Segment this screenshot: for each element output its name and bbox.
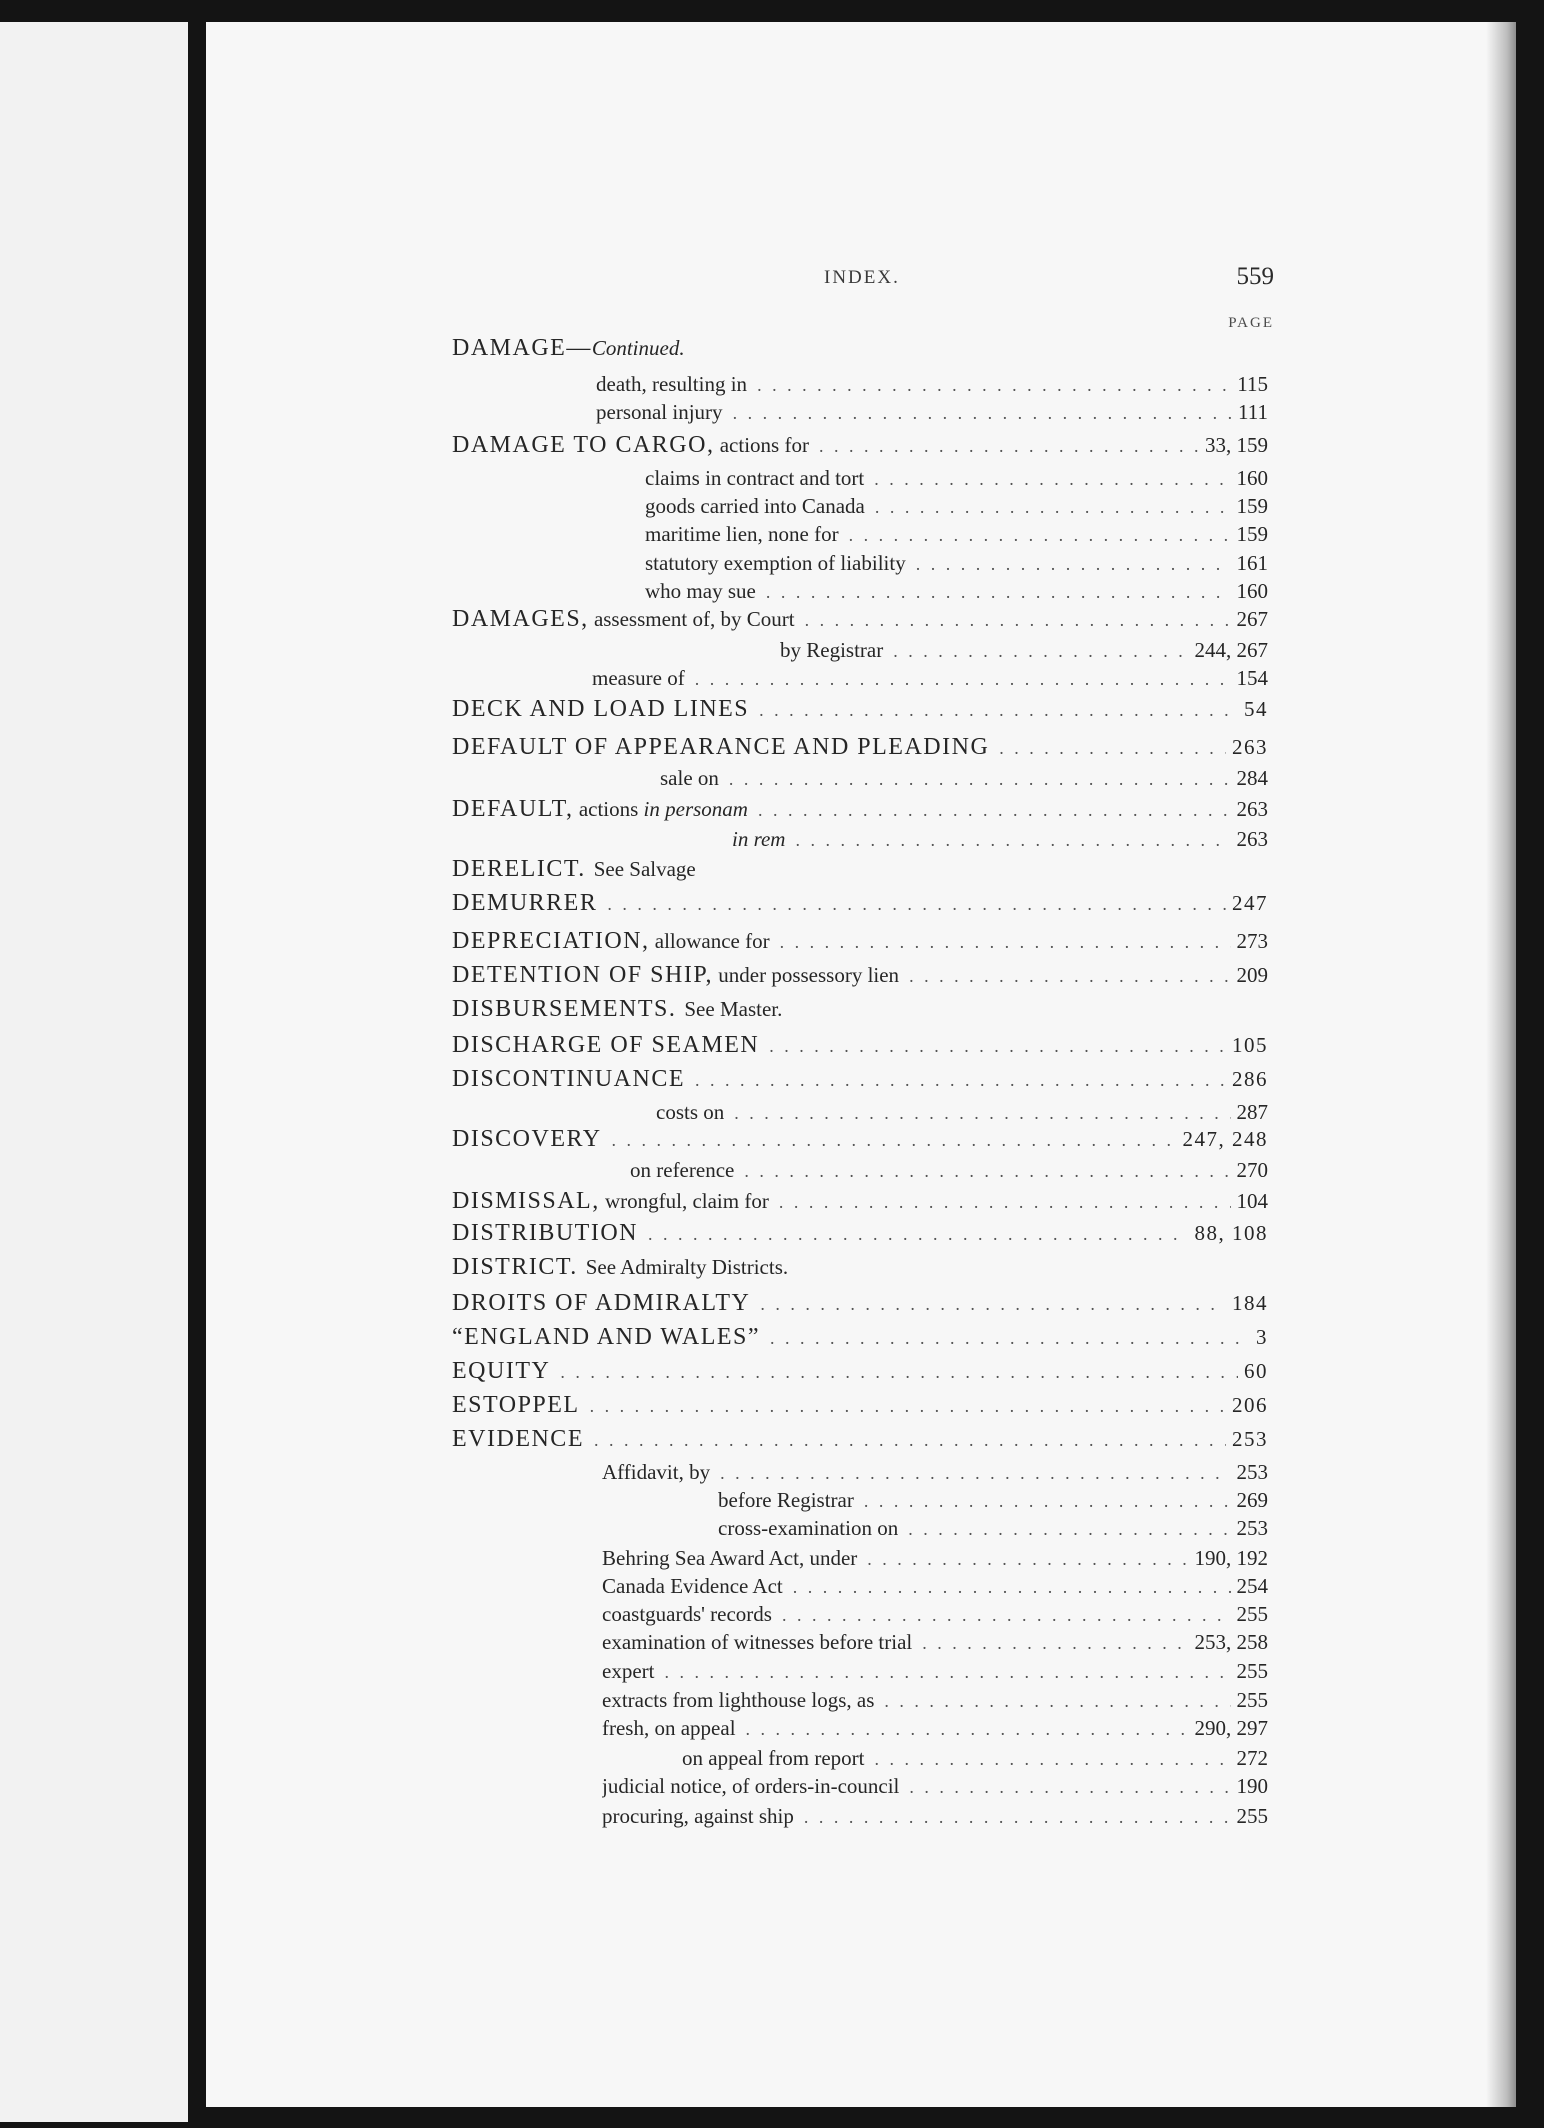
index-entry: DISTRIBUTION . . . 88, 108 [452,1220,1268,1247]
index-entry: DEFAULT, actions in personam . . . 263 [452,796,1268,823]
index-subentry: sale on . . . 284 [660,766,1268,791]
index-subentry: cross-examination on . . . 253 [718,1516,1268,1541]
index-entry: “ENGLAND AND WALES” . . . 3 [452,1324,1268,1351]
index-subentry: claims in contract and tort . . . 160 [645,466,1268,491]
index-subentry: procuring, against ship . . . 255 [602,1804,1268,1829]
index-subentry: in rem . . . 263 [732,827,1268,852]
index-subentry: maritime lien, none for . . . 159 [645,522,1268,547]
index-entry: ESTOPPEL . . . 206 [452,1392,1268,1419]
index-cross-reference: DISBURSEMENTS. See Master. [452,996,783,1022]
index-subentry: goods carried into Canada . . . 159 [645,494,1268,519]
index-subentry: Affidavit, by . . . 253 [602,1460,1268,1485]
index-subentry: costs on . . . 287 [656,1100,1268,1125]
index-entry: EVIDENCE . . . 253 [452,1426,1268,1453]
index-subentry: statutory exemption of liability . . . 161 [645,551,1268,576]
index-entry: DEFAULT OF APPEARANCE AND PLEADING . . . 263 [452,734,1268,761]
index-entry: DROITS OF ADMIRALTY . . . 184 [452,1290,1268,1317]
index-entry: DAMAGE TO CARGO, actions for . . . 33, 159 [452,432,1268,459]
index-subentry: on appeal from report . . . 272 [682,1746,1268,1771]
index-subentry: before Registrar . . . 269 [718,1488,1268,1513]
index-entry: DISCHARGE OF SEAMEN . . . 105 [452,1032,1268,1059]
index-subentry: coastguards' records . . . 255 [602,1602,1268,1627]
page-number: 559 [1236,263,1274,290]
page-column-label: PAGE [1228,315,1274,331]
index-entry: DISCONTINUANCE . . . 286 [452,1066,1268,1093]
index-entry: DISCOVERY . . . 247, 248 [452,1126,1268,1153]
index-subentry: expert . . . 255 [602,1659,1268,1684]
index-cross-reference: DERELICT. See Salvage [452,856,696,882]
index-subentry: death, resulting in . . . 115 [596,372,1268,397]
index-subentry: Behring Sea Award Act, under . . . 190, 192 [602,1546,1268,1571]
index-subentry: extracts from lighthouse logs, as . . . 255 [602,1688,1268,1713]
index-heading: DAMAGE—Continued. [452,335,685,361]
index-entry: EQUITY . . . 60 [452,1358,1268,1385]
index-subentry: personal injury . . . 111 [596,400,1268,425]
index-entry: DEPRECIATION, allowance for . . . 273 [452,928,1268,955]
index-subentry: judicial notice, of orders-in-council . . . 190 [602,1774,1268,1799]
running-title: INDEX. [824,267,900,288]
index-subentry: fresh, on appeal . . . 290, 297 [602,1716,1268,1741]
index-entry: DETENTION OF SHIP, under possessory lien . . . 209 [452,962,1268,989]
index-entry: DISMISSAL, wrongful, claim for . . . 104 [452,1188,1268,1215]
index-cross-reference: DISTRICT. See Admiralty Districts. [452,1254,789,1280]
index-subentry: measure of . . . 154 [592,666,1268,691]
index-entry: DEMURRER . . . 247 [452,890,1268,917]
index-entry: DAMAGES, assessment of, by Court . . . 267 [452,606,1268,633]
index-subentry: by Registrar . . . 244, 267 [780,638,1268,663]
index-entry: DECK AND LOAD LINES . . . 54 [452,696,1268,723]
index-subentry: Canada Evidence Act . . . 254 [602,1574,1268,1599]
index-subentry: who may sue . . . 160 [645,579,1268,604]
index-subentry: examination of witnesses before trial . . . 253, 258 [602,1630,1268,1655]
index-subentry: on reference . . . 270 [630,1158,1268,1183]
